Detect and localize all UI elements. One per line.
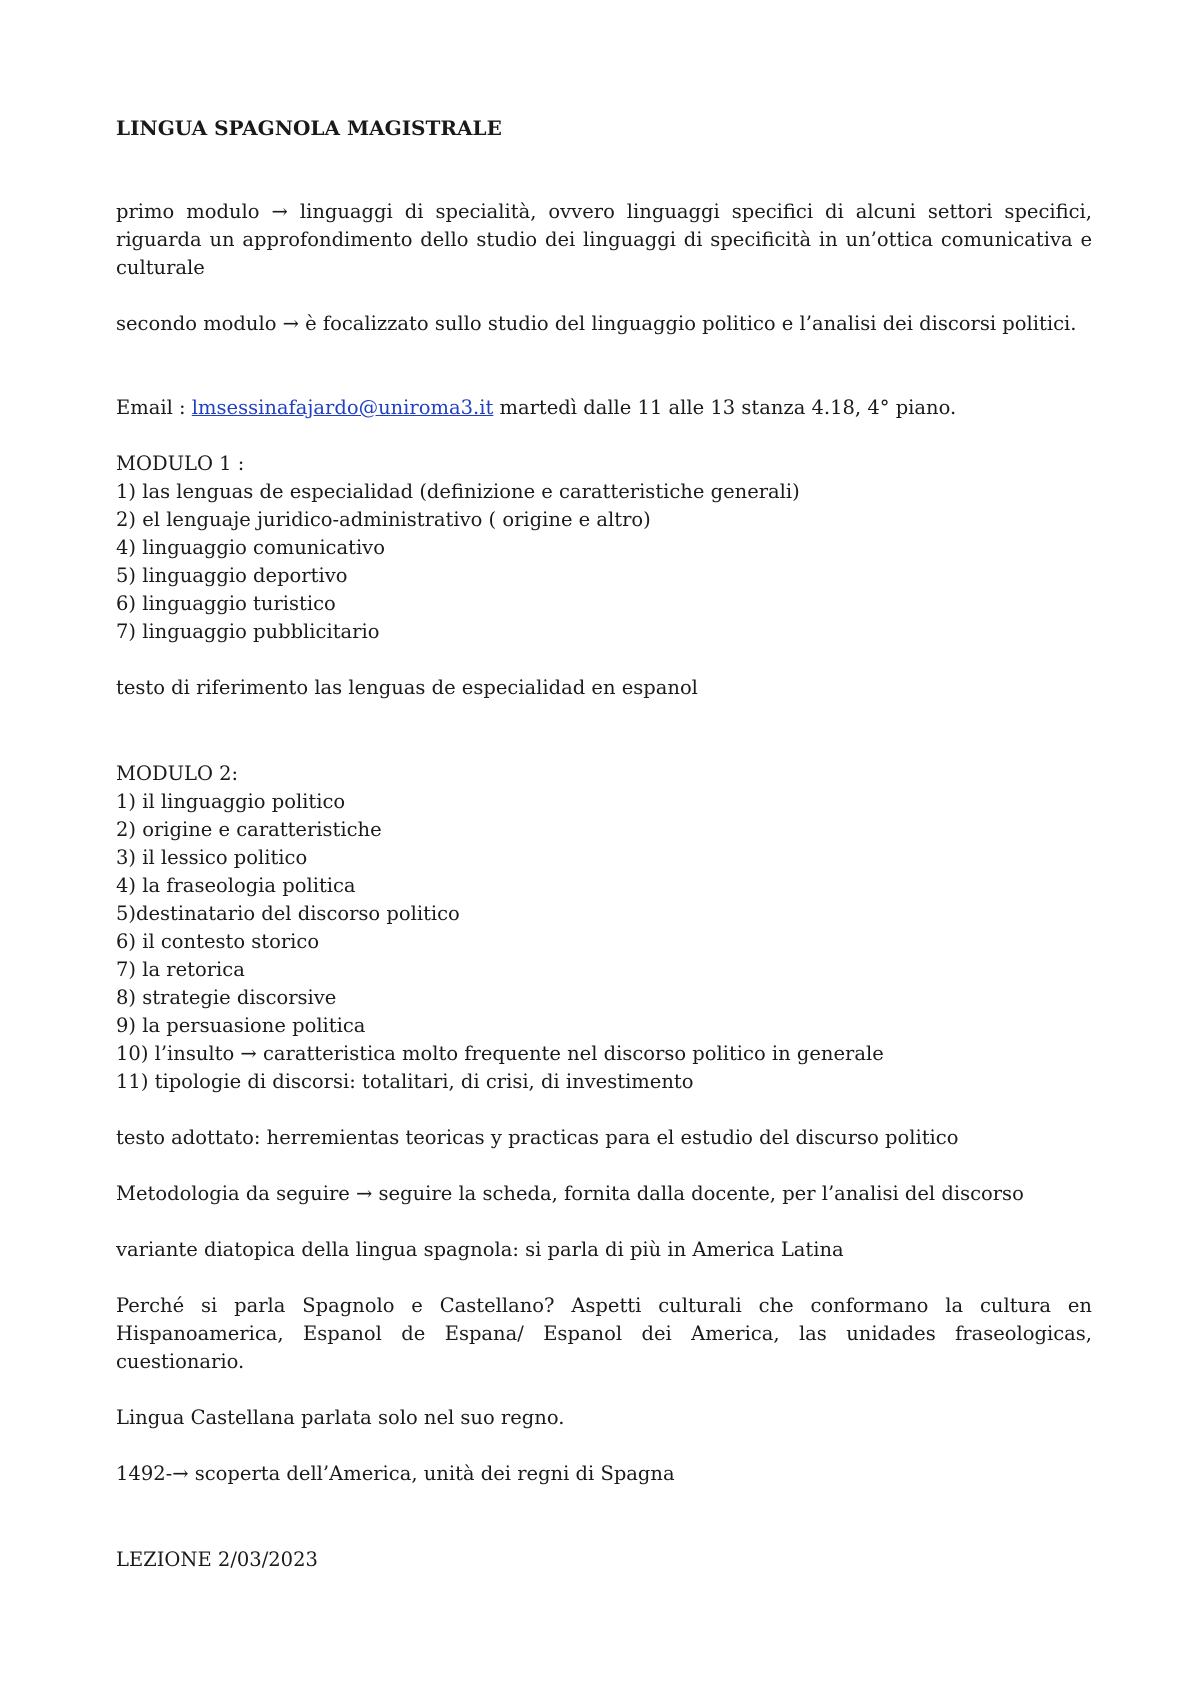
perche-paragraph: Perché si parla Spagnolo e Castellano? Aspetti culturali che conformano la cultura en Hispanoamerica, Espanol de Espana/ Espanol dei America, las unidades fraseologicas, cuestionario.: [116, 1294, 1092, 1373]
list-item: 6) il contesto storico: [116, 930, 320, 953]
email-link[interactable]: lmsessinafajardo@uniroma3.it: [191, 396, 494, 419]
list-item: 8) strategie discorsive: [116, 986, 337, 1009]
email-label: Email :: [116, 396, 192, 419]
anno-1492-paragraph: 1492-→ scoperta dell’America, unità dei regni di Spagna: [116, 1462, 675, 1485]
list-item: 4) linguaggio comunicativo: [116, 536, 385, 559]
list-item: 6) linguaggio turistico: [116, 592, 336, 615]
metodologia-paragraph: Metodologia da seguire → seguire la scheda, fornita dalla docente, per l’analisi del discorso: [116, 1182, 1024, 1205]
modulo1-heading: MODULO 1 :: [116, 452, 245, 475]
list-item: 3) il lessico politico: [116, 846, 308, 869]
primo-modulo-paragraph: primo modulo → linguaggi di specialità, ovvero linguaggi specifici di alcuni settori specifici, riguarda un approfondimento dello studio dei linguaggi di specificità in un’ottica comunicativa e culturale: [116, 200, 1092, 279]
document-body: [116, 114, 1092, 1574]
list-item: 9) la persuasione politica: [116, 1014, 366, 1037]
email-details: martedì dalle 11 alle 13 stanza 4.18, 4° piano.: [493, 396, 957, 419]
modulo2-testo: testo adottato: herremientas teoricas y practicas para el estudio del discurso politico: [116, 1126, 959, 1149]
lezione-heading: LEZIONE 2/03/2023: [116, 1548, 318, 1571]
list-item: 2) origine e caratteristiche: [116, 818, 382, 841]
list-item: 1) las lenguas de especialidad (definizione e caratteristiche generali): [116, 480, 800, 503]
modulo1-testo: testo di riferimento las lenguas de especialidad en espanol: [116, 676, 698, 699]
modulo2-heading: MODULO 2:: [116, 762, 239, 785]
modulo1-list: [116, 478, 1092, 646]
list-item: 7) la retorica: [116, 958, 245, 981]
list-item: 10) l’insulto → caratteristica molto frequente nel discorso politico in generale: [116, 1042, 884, 1065]
list-item: 1) il linguaggio politico: [116, 790, 346, 813]
list-item: 4) la fraseologia politica: [116, 874, 356, 897]
variante-paragraph: variante diatopica della lingua spagnola: si parla di più in America Latina: [116, 1238, 844, 1261]
list-item: 2) el lenguaje juridico-administrativo ( origine e altro): [116, 508, 651, 531]
email-line: [116, 394, 1092, 422]
list-item: 5)destinatario del discorso politico: [116, 902, 460, 925]
list-item: 11) tipologie di discorsi: totalitari, di crisi, di investimento: [116, 1070, 694, 1093]
list-item: 7) linguaggio pubblicitario: [116, 620, 380, 643]
list-item: 5) linguaggio deportivo: [116, 564, 348, 587]
document-title: LINGUA SPAGNOLA MAGISTRALE: [116, 116, 502, 140]
secondo-modulo-paragraph: secondo modulo → è focalizzato sullo studio del linguaggio politico e l’analisi dei discorsi politici.: [116, 312, 1077, 335]
modulo2-list: [116, 788, 1092, 1096]
lingua-castellana-paragraph: Lingua Castellana parlata solo nel suo regno.: [116, 1406, 565, 1429]
